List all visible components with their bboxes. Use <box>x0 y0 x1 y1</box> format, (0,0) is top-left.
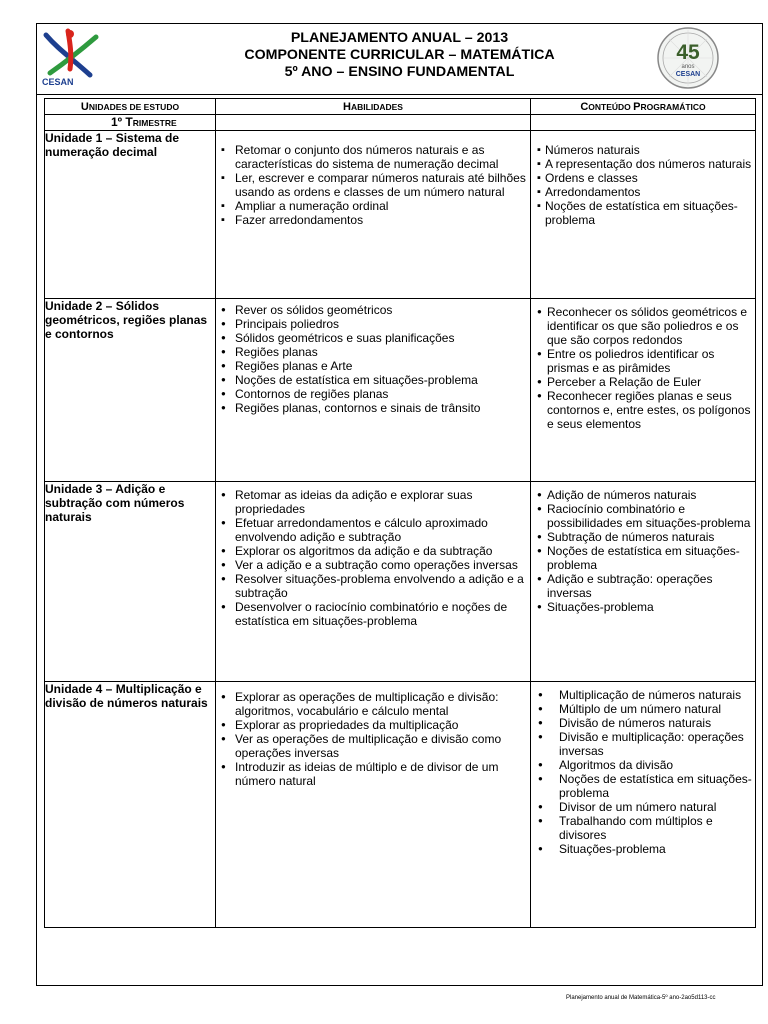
list-item: ● Regiões planas e Arte <box>216 359 530 373</box>
list-item: ● Entre os poliedros identificar os prismas e as pirâmides <box>531 347 755 375</box>
list-item: ● Noções de estatística em situações-problema <box>531 544 755 572</box>
list-item: ● Efetuar arredondamentos e cálculo aproximado envolvendo adição e subtração <box>216 516 530 544</box>
list-item: ▪ Ampliar a numeração ordinal <box>216 199 530 213</box>
list-item: ● Ver as operações de multiplicação e divisão como operações inversas <box>216 732 530 760</box>
unit-title: Unidade 3 – Adição e subtração com números naturais <box>45 482 216 682</box>
document-header <box>36 23 763 95</box>
conteudo-list <box>531 305 755 431</box>
habilidades-list <box>216 303 530 415</box>
list-item: ● Multiplicação de números naturais <box>531 688 755 702</box>
seal-text: CESAN <box>675 71 701 78</box>
list-item: ● Desenvolver o raciocínio combinatório e noções de estatística em situações-problema <box>216 600 530 628</box>
list-item: ▪ Noções de estatística em situações-problema <box>531 199 755 227</box>
list-item: ● Regiões planas, contornos e sinais de trânsito <box>216 401 530 415</box>
page-footer: Planejamento anual de Matemática-5º ano-2ao5d113-cc <box>566 995 716 1001</box>
header-habilidades: HABILIDADES <box>216 99 531 115</box>
list-item: ● Retomar as ideias da adição e explorar suas propriedades <box>216 488 530 516</box>
list-item: ● Noções de estatística em situações-problema <box>216 373 530 387</box>
unit-title: Unidade 4 – Multiplicação e divisão de números naturais <box>45 682 216 928</box>
table-header-row <box>45 99 756 115</box>
title-line-1: PLANEJAMENTO ANUAL – 2013 <box>290 30 509 46</box>
seal-sub: anos <box>681 64 695 70</box>
habilidades-list <box>216 488 530 628</box>
list-item: ▪ Ler, escrever e comparar números naturais até bilhões usando as ordens e classes de um número natural <box>216 171 530 199</box>
list-item: ▪ Arredondamentos <box>531 185 755 199</box>
list-item: ● Reconhecer regiões planas e seus contornos e, entre estes, os polígonos e seus elementos <box>531 389 755 431</box>
list-item: ● Situações-problema <box>531 842 755 856</box>
plan-table <box>44 98 756 928</box>
page-title <box>36 30 763 81</box>
unit-title: Unidade 2 – Sólidos geométricos, regiões planas e contornos <box>45 299 216 482</box>
list-item: ▪ Ordens e classes <box>531 171 755 185</box>
list-item: ● Regiões planas <box>216 345 530 359</box>
conteudo-list <box>531 688 755 856</box>
trimestre-row <box>45 115 756 131</box>
list-item: ● Múltiplo de um número natural <box>531 702 755 716</box>
cesan-45-anos-seal <box>656 26 720 90</box>
list-item: ▪ A representação dos números naturais <box>531 157 755 171</box>
list-item: ● Ver a adição e a subtração como operações inversas <box>216 558 530 572</box>
list-item: ● Noções de estatística em situações-problema <box>531 772 755 800</box>
list-item: ● Contornos de regiões planas <box>216 387 530 401</box>
list-item: ▪ Números naturais <box>531 143 755 157</box>
list-item: ● Explorar as propriedades da multiplicação <box>216 718 530 732</box>
list-item: ● Algoritmos da divisão <box>531 758 755 772</box>
list-item: ● Perceber a Relação de Euler <box>531 375 755 389</box>
table-row <box>45 131 756 299</box>
list-item: ● Explorar os algoritmos da adição e da subtração <box>216 544 530 558</box>
table-row <box>45 682 756 928</box>
title-line-2: COMPONENTE CURRICULAR – MATEMÁTICA <box>244 47 555 63</box>
list-item: ● Raciocínio combinatório e possibilidades em situações-problema <box>531 502 755 530</box>
list-item: ● Introduzir as ideias de múltiplo e de divisor de um número natural <box>216 760 530 788</box>
list-item: ● Explorar as operações de multiplicação e divisão: algoritmos, vocabulário e cálculo mental <box>216 690 530 718</box>
list-item: ● Sólidos geométricos e suas planificações <box>216 331 530 345</box>
list-item: ● Principais poliedros <box>216 317 530 331</box>
habilidades-list <box>216 690 530 788</box>
habilidades-list <box>216 143 530 227</box>
list-item: ● Adição de números naturais <box>531 488 755 502</box>
list-item: ● Resolver situações-problema envolvendo a adição e a subtração <box>216 572 530 600</box>
header-unidades: UNIDADES DE ESTUDO <box>45 99 216 115</box>
list-item: ● Adição e subtração: operações inversas <box>531 572 755 600</box>
cesan-logo-text: CESAN <box>42 77 74 87</box>
trimestre-label: 1º TRIMESTRE <box>45 115 216 131</box>
list-item: ● Divisão de números naturais <box>531 716 755 730</box>
list-item: ▪ Fazer arredondamentos <box>216 213 530 227</box>
seal-number: 45 <box>676 41 700 64</box>
title-line-3: 5º ANO – ENSINO FUNDAMENTAL <box>284 64 515 80</box>
list-item: ● Divisão e multiplicação: operações inversas <box>531 730 755 758</box>
conteudo-list <box>531 143 755 227</box>
list-item: ● Subtração de números naturais <box>531 530 755 544</box>
list-item: ● Situações-problema <box>531 600 755 614</box>
conteudo-list <box>531 488 755 614</box>
list-item: ● Divisor de um número natural <box>531 800 755 814</box>
table-row <box>45 299 756 482</box>
header-conteudo: CONTEÚDO PROGRAMÁTICO <box>531 99 756 115</box>
table-row <box>45 482 756 682</box>
list-item: ● Rever os sólidos geométricos <box>216 303 530 317</box>
unit-title: Unidade 1 – Sistema de numeração decimal <box>45 131 216 299</box>
list-item: ● Reconhecer os sólidos geométricos e identificar os que são poliedros e os que são corpos redondos <box>531 305 755 347</box>
list-item: ● Trabalhando com múltiplos e divisores <box>531 814 755 842</box>
list-item: ▪ Retomar o conjunto dos números naturais e as características do sistema de numeração decimal <box>216 143 530 171</box>
